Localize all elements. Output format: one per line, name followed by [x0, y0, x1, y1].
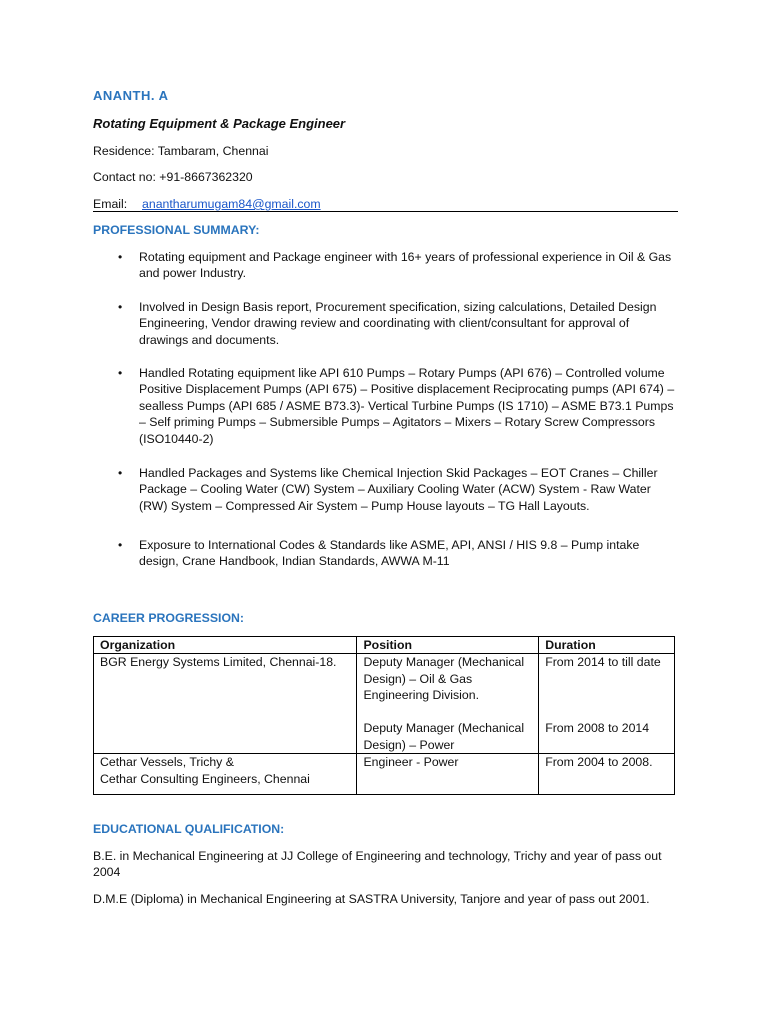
summary-item: • Rotating equipment and Package engineer with 16+ years of professional experience in Oil & Gas and power Industry.: [118, 250, 672, 281]
summary-item: • Exposure to International Codes & Standards like ASME, API, ANSI / HIS 9.8 – Pump intake design, Crane Handbook, Indian Standards, AWWA M-11: [118, 538, 640, 569]
career-heading: CAREER PROGRESSION:: [93, 611, 244, 625]
table-row: [94, 754, 675, 795]
email-label: Email:: [93, 197, 128, 211]
table-header-row: [94, 637, 675, 654]
column-header-duration: Duration: [539, 637, 675, 654]
contact-line: Contact no: +91-8667362320: [93, 170, 253, 184]
email-line: [93, 196, 321, 212]
org-cell: BGR Energy Systems Limited, Chennai-18.: [94, 654, 357, 754]
education-heading: EDUCATIONAL QUALIFICATION:: [93, 822, 285, 836]
bullet-icon: •: [118, 538, 123, 552]
education-item: B.E. in Mechanical Engineering at JJ College of Engineering and technology, Trichy and year of pass out 2004: [93, 849, 662, 880]
summary-item: • Involved in Design Basis report, Procurement specification, sizing calculations, Detailed Design Engineering, Vendor drawing review and coordinating with client/consultant for approval of drawings and documents.: [118, 300, 657, 347]
org-cell: Cethar Vessels, Trichy & Cethar Consulting Engineers, Chennai: [94, 754, 357, 795]
column-header-organization: Organization: [94, 637, 357, 654]
column-header-position: Position: [357, 637, 539, 654]
education-item: D.M.E (Diploma) in Mechanical Engineering at SASTRA University, Tanjore and year of pass out 2001.: [93, 892, 650, 906]
career-table: [93, 636, 675, 795]
duration-cell: From 2004 to 2008.: [539, 754, 675, 795]
residence-line: Residence: Tambaram, Chennai: [93, 144, 269, 158]
bullet-icon: •: [118, 466, 123, 480]
bullet-icon: •: [118, 300, 123, 314]
summary-heading: PROFESSIONAL SUMMARY:: [93, 223, 260, 237]
position-cell: Deputy Manager (Mechanical Design) – Oil & Gas Engineering Division. Deputy Manager (Mechanical Design) – Power: [357, 654, 539, 754]
job-title: Rotating Equipment & Package Engineer: [93, 116, 346, 131]
duration-cell: From 2014 to till date From 2008 to 2014: [539, 654, 675, 754]
position-cell: Engineer - Power: [357, 754, 539, 795]
summary-item: • Handled Packages and Systems like Chemical Injection Skid Packages – EOT Cranes – Chiller Package – Cooling Water (CW) System – Auxiliary Cooling Water (ACW) System - Raw Water (RW) System – Compressed Air System – Pump House layouts – TG Hall Layouts.: [118, 466, 658, 513]
header-divider: [93, 211, 678, 212]
table-row: [94, 654, 675, 754]
email-link[interactable]: anantharumugam84@gmail.com: [142, 197, 321, 211]
summary-item: • Handled Rotating equipment like API 610 Pumps – Rotary Pumps (API 676) – Controlled volume Positive Displacement Pumps (API 675) – Positive displacement Reciprocating pumps (API 674) – sealless Pumps (API 685 / ASME B73.3)- Vertical Turbine Pumps (IS 1710) – ASME B73.1 Pumps – Self priming Pumps – Submersible Pumps – Agitators – Mixers – Rotary Screw Compressors (ISO10440-2): [118, 366, 675, 446]
bullet-icon: •: [118, 250, 123, 264]
bullet-icon: •: [118, 366, 123, 380]
candidate-name: ANANTH. A: [93, 88, 169, 103]
